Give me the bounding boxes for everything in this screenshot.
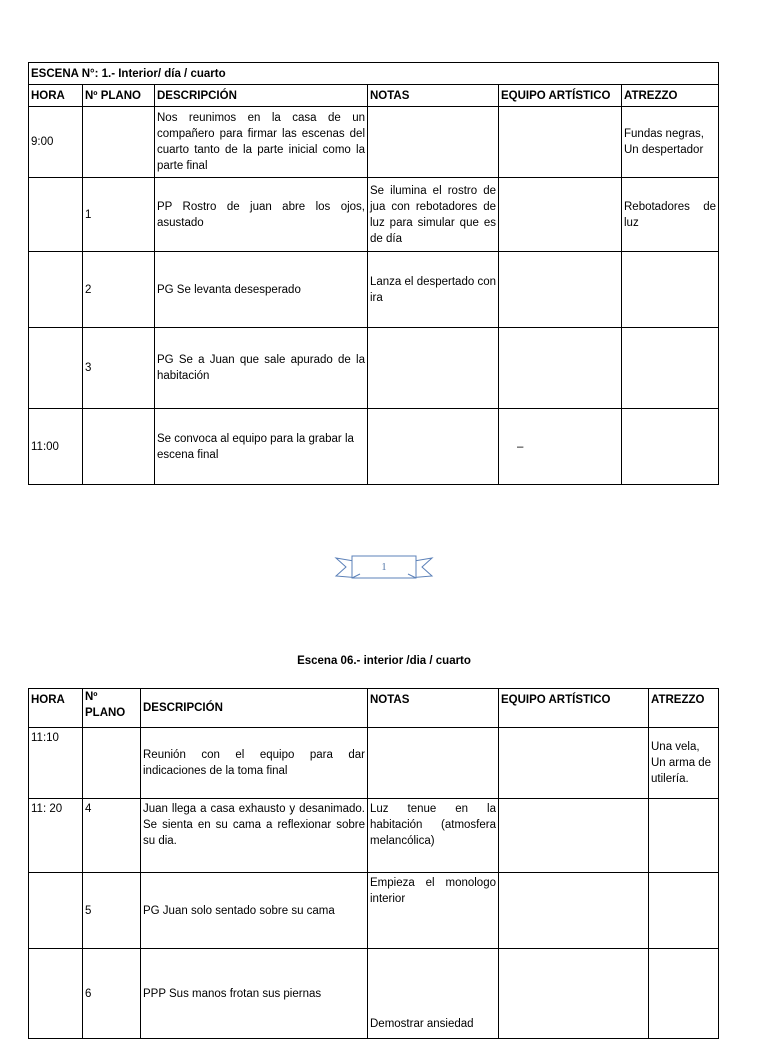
table-row: [29, 728, 719, 799]
cell-notas: Lanza el despertado con ira: [368, 252, 499, 328]
cell-notas: [368, 107, 499, 178]
table-row: [29, 873, 719, 949]
cell-hora: 11:00: [29, 409, 83, 485]
cell-descripcion: PG Juan solo sentado sobre su cama: [141, 873, 368, 949]
cell-descripcion: PG Se a Juan que sale apurado de la habitación: [155, 328, 368, 409]
cell-hora: [29, 328, 83, 409]
cell-notas: [368, 728, 499, 799]
cell-descripcion: Reunión con el equipo para dar indicaciones de la toma final: [141, 728, 368, 799]
cell-atrezzo: [622, 252, 719, 328]
cell-plano: 6: [83, 949, 141, 1039]
cell-atrezzo: Una vela, Un arma de utilería.: [649, 728, 719, 799]
header-atrezzo: ATREZZO: [649, 689, 719, 728]
header-hora: HORA: [29, 689, 83, 728]
cell-descripcion: PG Se levanta desesperado: [155, 252, 368, 328]
cell-hora: 11:10: [29, 728, 83, 799]
cell-atrezzo: Rebotadores de luz: [622, 178, 719, 252]
cell-atrezzo: [622, 328, 719, 409]
header-descripcion: DESCRIPCIÓN: [141, 689, 368, 728]
table-row: [29, 799, 719, 873]
table-row: [29, 178, 719, 252]
header-atrezzo: ATREZZO: [622, 85, 719, 107]
cell-descripcion: Se convoca al equipo para la grabar la escena final: [155, 409, 368, 485]
scene-6-table: [28, 688, 719, 1039]
cell-equipo: –: [499, 409, 622, 485]
cell-equipo: [499, 252, 622, 328]
cell-atrezzo: [649, 873, 719, 949]
cell-hora: [29, 949, 83, 1039]
cell-plano: [83, 409, 155, 485]
cell-hora: [29, 873, 83, 949]
cell-notas: [368, 409, 499, 485]
cell-plano: 5: [83, 873, 141, 949]
cell-equipo: [499, 873, 649, 949]
scene-1-table: [28, 62, 719, 485]
scene-6-title: Escena 06.- interior /dia / cuarto: [297, 655, 471, 667]
table-row: [29, 107, 719, 178]
cell-equipo: [499, 949, 649, 1039]
cell-atrezzo: [649, 949, 719, 1039]
cell-equipo: [499, 328, 622, 409]
header-descripcion: DESCRIPCIÓN: [155, 85, 368, 107]
cell-atrezzo: Fundas negras, Un despertador: [622, 107, 719, 178]
table-row: [29, 409, 719, 485]
header-plano: Nº PLANO: [83, 85, 155, 107]
cell-plano: [83, 107, 155, 178]
cell-equipo: [499, 107, 622, 178]
cell-notas: Luz tenue en la habitación (atmosfera melancólica): [368, 799, 499, 873]
cell-notas: Demostrar ansiedad: [368, 949, 499, 1039]
cell-notas: [368, 328, 499, 409]
cell-plano: 3: [83, 328, 155, 409]
header-notas: NOTAS: [368, 85, 499, 107]
header-plano: Nº PLANO: [83, 689, 141, 728]
cell-plano: 2: [83, 252, 155, 328]
cell-hora: [29, 252, 83, 328]
table-row: [29, 252, 719, 328]
cell-plano: 1: [83, 178, 155, 252]
scene-1-title: ESCENA N°: 1.- Interior/ día / cuarto: [29, 63, 719, 85]
cell-equipo: [499, 799, 649, 873]
cell-notas: Se ilumina el rostro de jua con rebotadores de luz para simular que es de día: [368, 178, 499, 252]
table-row: [29, 328, 719, 409]
page-number: 1: [381, 562, 387, 573]
cell-atrezzo: [622, 409, 719, 485]
cell-descripcion: PP Rostro de juan abre los ojos, asustado: [155, 178, 368, 252]
header-equipo: EQUIPO ARTÍSTICO: [499, 85, 622, 107]
cell-equipo: [499, 178, 622, 252]
cell-hora: 11: 20: [29, 799, 83, 873]
cell-plano: [83, 728, 141, 799]
cell-descripcion: PPP Sus manos frotan sus piernas: [141, 949, 368, 1039]
table-row: [29, 949, 719, 1039]
cell-hora: [29, 178, 83, 252]
cell-notas: Empieza el monologo interior: [368, 873, 499, 949]
cell-plano: 4: [83, 799, 141, 873]
header-notas: NOTAS: [368, 689, 499, 728]
cell-descripcion: Juan llega a casa exhausto y desanimado. Se sienta en su cama a reflexionar sobre su dia.: [141, 799, 368, 873]
header-hora: HORA: [29, 85, 83, 107]
cell-hora: 9:00: [29, 107, 83, 178]
cell-equipo: [499, 728, 649, 799]
cell-atrezzo: [649, 799, 719, 873]
header-equipo: EQUIPO ARTÍSTICO: [499, 689, 649, 728]
cell-descripcion: Nos reunimos en la casa de un compañero para firmar las escenas del cuarto tanto de la parte inicial como la parte final: [155, 107, 368, 178]
